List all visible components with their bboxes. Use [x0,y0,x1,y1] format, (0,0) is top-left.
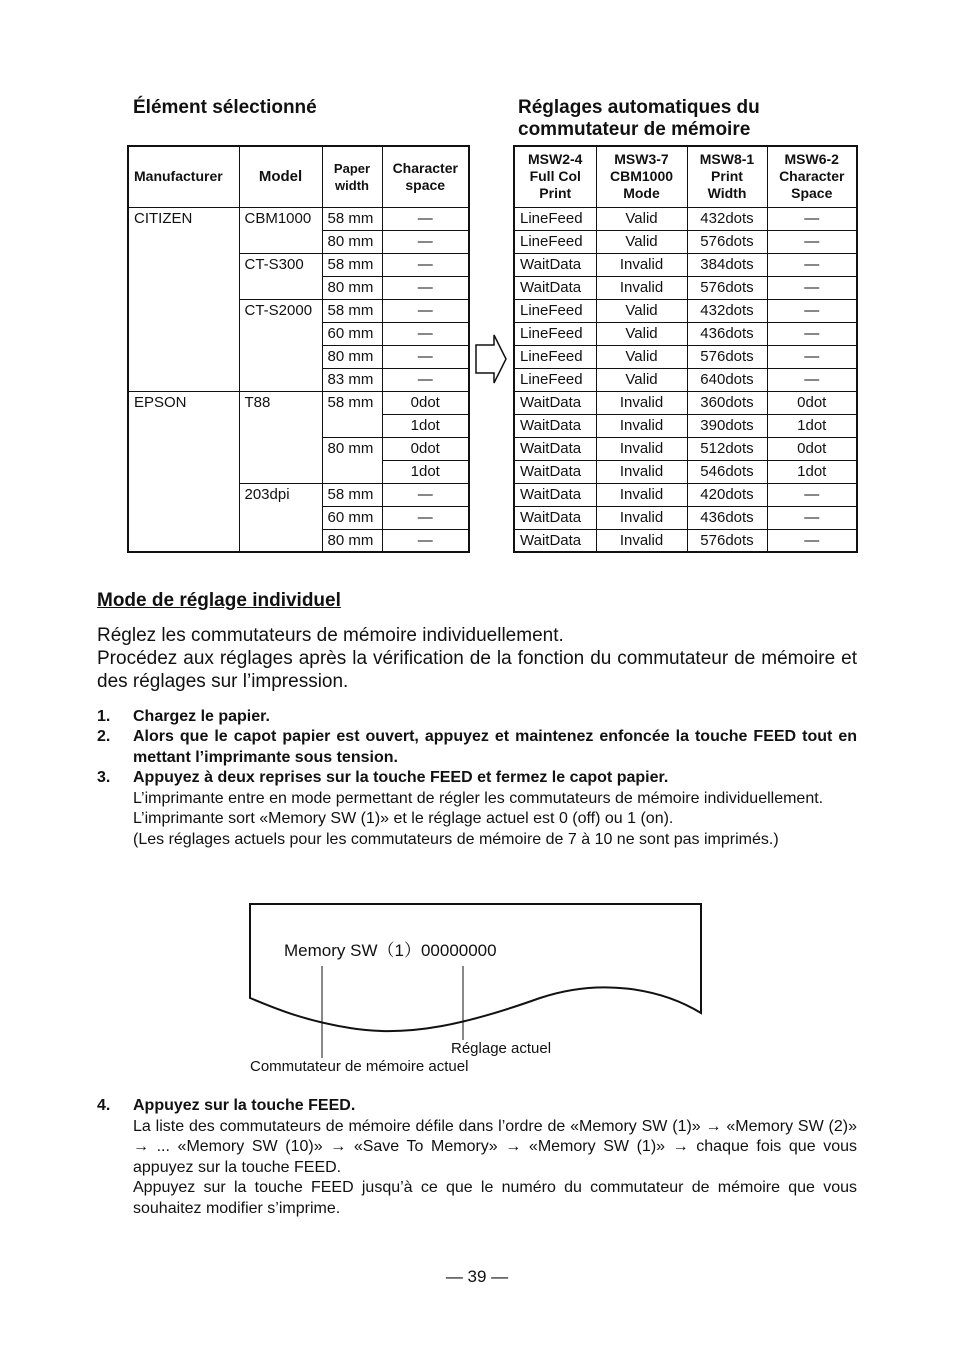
cell: 432dots [687,207,767,230]
cell-paper [322,460,382,483]
cell: WaitData [514,276,596,299]
cell: 576dots [687,230,767,253]
intro-line1: Réglez les commutateurs de mémoire individuellement. [97,625,564,646]
table-row [128,345,469,368]
intro-paragraph [97,624,857,693]
table-row [514,483,857,506]
selected-item-table [127,145,470,553]
cell-paper: 60 mm [322,506,382,529]
cell-char: — [382,230,469,253]
cell-char: — [382,368,469,391]
cell-model [239,414,322,437]
cell-char: 0dot [382,391,469,414]
table-row [514,506,857,529]
cell: 0dot [767,437,857,460]
right-heading-line2: commutateur de mémoire [518,119,751,140]
cell: — [767,368,857,391]
table-row [128,368,469,391]
cell: Invalid [596,253,687,276]
table-row [514,529,857,552]
cell-model: CT-S2000 [239,299,322,322]
intro-line2: Procédez aux réglages après la vérification de la fonction du commutateur de mémoire et des réglages sur l’impression. [97,648,857,692]
right-heading [518,97,760,141]
cell: — [767,529,857,552]
cell-model: CT-S300 [239,253,322,276]
cell-char: — [382,276,469,299]
right-heading-line1: Réglages automatiques du [518,97,760,118]
cell: 546dots [687,460,767,483]
cell-manufacturer [128,253,239,276]
table-row [128,207,469,230]
table-row [128,460,469,483]
cell: — [767,299,857,322]
cell-model [239,529,322,552]
header-manufacturer: Manufacturer [128,146,239,207]
cell: LineFeed [514,299,596,322]
cell-model [239,230,322,253]
table-row [514,230,857,253]
header-msw-0: MSW2-4 Full Col Print [514,146,596,207]
cell-manufacturer: CITIZEN [128,207,239,230]
header-msw-1: MSW3-7 CBM1000 Mode [596,146,687,207]
cell-char: — [382,322,469,345]
table-row [514,299,857,322]
cell: Invalid [596,483,687,506]
cell-char: — [382,345,469,368]
table-row [514,253,857,276]
cell-char: 1dot [382,460,469,483]
cell: — [767,276,857,299]
step-1: 1. Chargez le papier. [97,708,270,725]
table-row [514,207,857,230]
table-row [128,414,469,437]
cell: 436dots [687,322,767,345]
label-current-setting: Réglage actuel [451,1040,552,1057]
cell: Valid [596,345,687,368]
cell: Valid [596,322,687,345]
cell: 576dots [687,345,767,368]
cell-char: 1dot [382,414,469,437]
cell: 390dots [687,414,767,437]
cell: WaitData [514,506,596,529]
auto-settings-table [513,145,858,553]
cell: 0dot [767,391,857,414]
cell-model [239,460,322,483]
cell-manufacturer [128,506,239,529]
table-row [514,391,857,414]
right-arrow-icon [474,333,508,385]
cell-char: — [382,299,469,322]
cell-paper: 80 mm [322,437,382,460]
cell: Invalid [596,391,687,414]
cell: WaitData [514,529,596,552]
left-heading: Élément sélectionné [133,97,317,118]
cell: WaitData [514,483,596,506]
table-row [128,391,469,414]
cell: — [767,230,857,253]
table-row [128,276,469,299]
cell-model: CBM1000 [239,207,322,230]
section-title: Mode de réglage individuel [97,590,341,611]
cell-paper: 80 mm [322,230,382,253]
cell-paper: 60 mm [322,322,382,345]
step-4: 4. Appuyez sur la touche FEED. La liste des commutateurs de mémoire défile dans l’ordre de «Memory SW (1)» → «Memory SW (2)» → ... «Memory SW (10)» → «Save To Memory» → «Memory SW (1)» → chaque fois que vous appuyez sur la touche FEED. Appuyez sur la touche FEED jusqu’à ce que le numéro du commutateur de mémoire que vous souhaitez modifier s’imprime. [97,1097,857,1217]
cell: 432dots [687,299,767,322]
header-paper-width: Paper width [322,146,382,207]
cell: Valid [596,207,687,230]
cell-paper: 58 mm [322,207,382,230]
cell-manufacturer [128,483,239,506]
cell-model [239,345,322,368]
cell-paper: 58 mm [322,483,382,506]
table-row [128,299,469,322]
cell: LineFeed [514,368,596,391]
cell-manufacturer [128,437,239,460]
cell: 360dots [687,391,767,414]
cell: Invalid [596,460,687,483]
cell: — [767,322,857,345]
cell-char: — [382,529,469,552]
cell-char: 0dot [382,437,469,460]
cell-paper: 80 mm [322,529,382,552]
table-row [514,322,857,345]
cell-manufacturer: EPSON [128,391,239,414]
cell-model [239,506,322,529]
cell-char: — [382,506,469,529]
cell: 640dots [687,368,767,391]
header-msw-3: MSW6-2 Character Space [767,146,857,207]
cell: 420dots [687,483,767,506]
cell: — [767,483,857,506]
cell: Valid [596,299,687,322]
cell-char: — [382,207,469,230]
cell-manufacturer [128,345,239,368]
cell: Valid [596,368,687,391]
table-row [128,437,469,460]
cell-paper: 58 mm [322,253,382,276]
cell-paper: 58 mm [322,299,382,322]
step-2: 2. Alors que le capot papier est ouvert, appuyez et maintenez enfoncée la touche FEED tout en mettant l’imprimante sous tension. [97,728,857,766]
cell: WaitData [514,414,596,437]
cell: Invalid [596,276,687,299]
table-row [128,253,469,276]
table-row [514,460,857,483]
table-row [128,483,469,506]
cell: LineFeed [514,345,596,368]
cell: 1dot [767,460,857,483]
cell: — [767,506,857,529]
table-row [514,414,857,437]
step-3: 3. Appuyez à deux reprises sur la touche FEED et fermez le capot papier. L’imprimante entre en mode permettant de régler les commutateurs de mémoire individuellement. L’imprimante sort «Memory SW (1)» et le réglage actuel est 0 (off) ou 1 (on). (Les réglages actuels pour les commutateurs de mémoire de 7 à 10 ne sont pas imprimés.) [97,769,824,848]
cell: — [767,345,857,368]
cell-paper: 80 mm [322,276,382,299]
cell: LineFeed [514,207,596,230]
table-row [514,437,857,460]
table-row [514,345,857,368]
cell-model: 203dpi [239,483,322,506]
cell: 576dots [687,276,767,299]
header-model: Model [239,146,322,207]
printout-text: Memory SW（1）00000000 [284,941,497,960]
table-row [128,506,469,529]
cell-model [239,322,322,345]
cell-manufacturer [128,368,239,391]
cell: 512dots [687,437,767,460]
cell-manufacturer [128,460,239,483]
cell: Invalid [596,414,687,437]
table-row [514,276,857,299]
cell-char: — [382,483,469,506]
cell: WaitData [514,391,596,414]
cell-model: T88 [239,391,322,414]
cell-manufacturer [128,414,239,437]
cell: Invalid [596,437,687,460]
cell-manufacturer [128,276,239,299]
cell-manufacturer [128,299,239,322]
cell: Invalid [596,529,687,552]
cell-model [239,276,322,299]
cell: LineFeed [514,230,596,253]
cell: WaitData [514,253,596,276]
cell: Invalid [596,506,687,529]
cell: 436dots [687,506,767,529]
cell: Valid [596,230,687,253]
cell: 1dot [767,414,857,437]
cell-paper: 83 mm [322,368,382,391]
cell-paper: 58 mm [322,391,382,414]
cell-char: — [382,253,469,276]
cell-model [239,368,322,391]
table-row [128,322,469,345]
cell-manufacturer [128,322,239,345]
cell: 576dots [687,529,767,552]
cell: WaitData [514,437,596,460]
page-number: — 39 — [445,1267,509,1286]
header-msw-2: MSW8-1 Print Width [687,146,767,207]
cell: — [767,207,857,230]
label-current-switch: Commutateur de mémoire actuel [250,1058,469,1075]
table-row [128,529,469,552]
cell-paper [322,414,382,437]
cell: — [767,253,857,276]
cell: WaitData [514,460,596,483]
cell-manufacturer [128,230,239,253]
table-row [514,368,857,391]
table-row [128,230,469,253]
cell-paper: 80 mm [322,345,382,368]
cell-manufacturer [128,529,239,552]
cell-model [239,437,322,460]
cell: 384dots [687,253,767,276]
cell: LineFeed [514,322,596,345]
header-character-space: Character space [382,146,469,207]
